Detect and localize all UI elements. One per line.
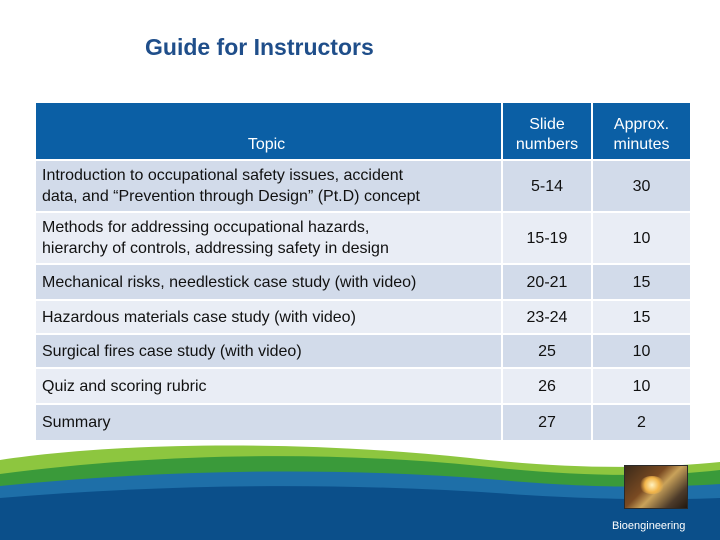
topic-cell: Surgical fires case study (with video) xyxy=(36,334,502,368)
page-title: Guide for Instructors xyxy=(145,34,374,60)
slides-cell: 15-19 xyxy=(502,212,592,264)
topic-line: Introduction to occupational safety issues, accident xyxy=(42,167,404,184)
slides-cell: 5-14 xyxy=(502,160,592,212)
header-slides-line2: numbers xyxy=(515,136,579,153)
surgical-fire-thumbnail xyxy=(624,465,688,509)
minutes-cell: 10 xyxy=(592,212,690,264)
table-row xyxy=(36,160,690,212)
topic-cell: Mechanical risks, needlestick case study (with video) xyxy=(36,264,502,300)
minutes-cell: 30 xyxy=(592,160,690,212)
topic-cell: Hazardous materials case study (with video) xyxy=(36,300,502,334)
header-slide-numbers xyxy=(502,103,592,160)
minutes-cell: 15 xyxy=(592,300,690,334)
header-slides-line1: Slide xyxy=(529,116,565,133)
table-row xyxy=(36,334,690,368)
minutes-cell: 15 xyxy=(592,264,690,300)
slides-cell: 25 xyxy=(502,334,592,368)
slides-cell: 20-21 xyxy=(502,264,592,300)
header-approx-minutes xyxy=(592,103,690,160)
header-minutes-line2: minutes xyxy=(613,136,670,153)
header-topic xyxy=(36,103,502,160)
topic-cell: Quiz and scoring rubric xyxy=(36,368,502,404)
header-topic-label: Topic xyxy=(247,136,286,153)
topic-cell xyxy=(36,212,502,264)
footer-label: Bioengineering xyxy=(612,520,686,532)
slides-cell: 26 xyxy=(502,368,592,404)
flame-icon xyxy=(639,476,665,494)
minutes-cell: 2 xyxy=(592,404,690,440)
table-row xyxy=(36,404,690,440)
minutes-cell: 10 xyxy=(592,334,690,368)
topic-cell: Summary xyxy=(36,404,502,440)
table-row xyxy=(36,368,690,404)
table-row xyxy=(36,264,690,300)
header-minutes-line1: Approx. xyxy=(613,116,670,133)
instructor-guide-table xyxy=(36,103,690,440)
slides-cell: 27 xyxy=(502,404,592,440)
topic-line: data, and “Prevention through Design” (Pt.D) concept xyxy=(42,188,420,205)
minutes-cell: 10 xyxy=(592,368,690,404)
topic-line: Methods for addressing occupational hazards, xyxy=(42,219,370,236)
table-row xyxy=(36,300,690,334)
slides-cell: 23-24 xyxy=(502,300,592,334)
topic-line: hierarchy of controls, addressing safety in design xyxy=(42,240,389,257)
topic-cell xyxy=(36,160,502,212)
table-header-row xyxy=(36,103,690,160)
table-row xyxy=(36,212,690,264)
